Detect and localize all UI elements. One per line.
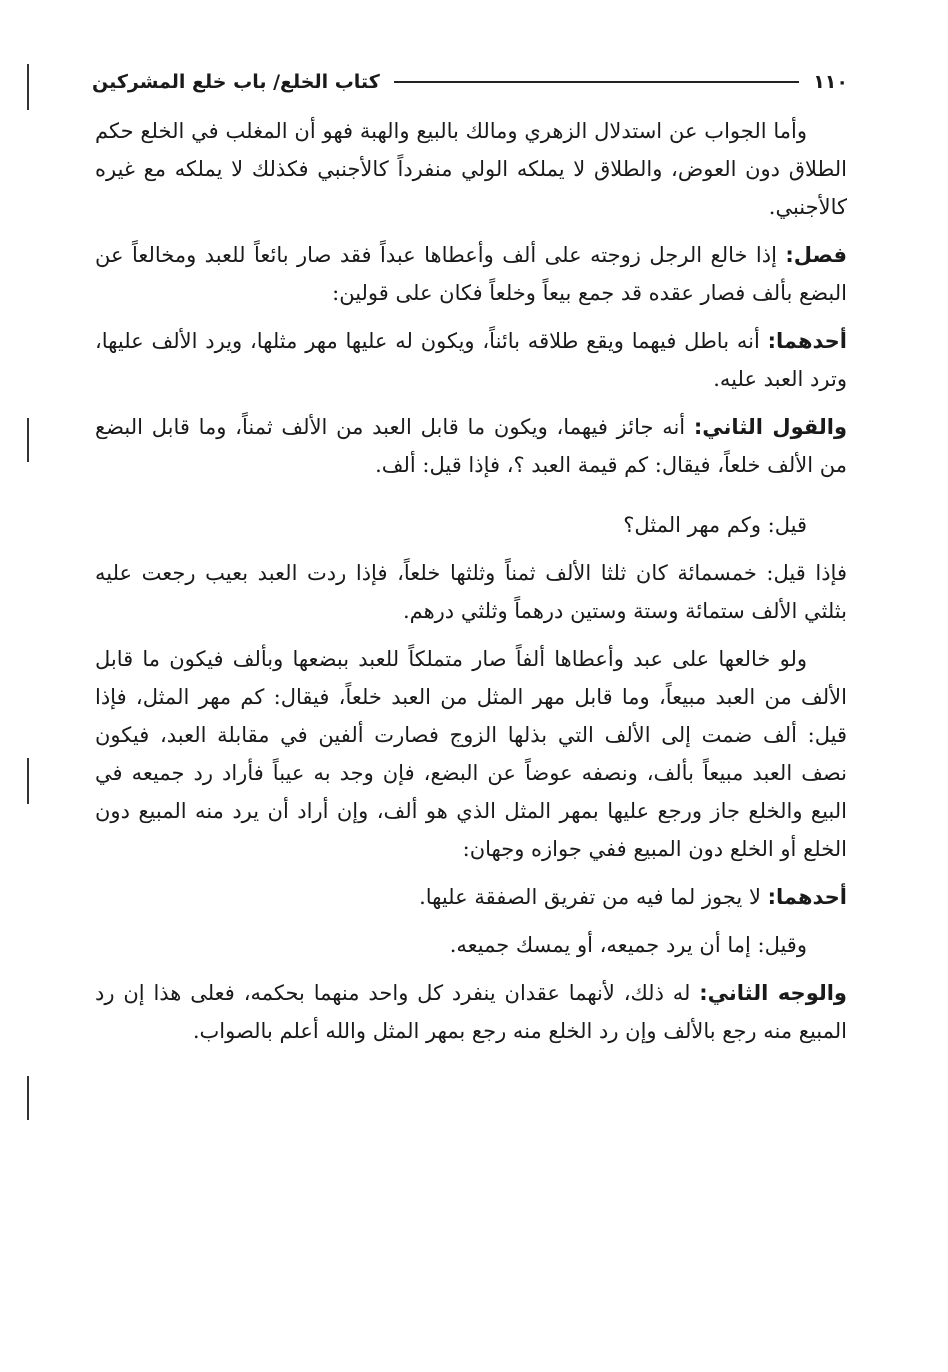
paragraph [95,926,847,964]
page-header [92,62,848,102]
paragraph [95,878,847,916]
paragraph [95,974,847,1050]
paragraph-text: قيل: وكم مهر المثل؟ [623,513,807,537]
running-title: كتاب الخلع/ باب خلع المشركين [92,71,380,93]
paragraph-text: له ذلك، لأنهما عقدان ينفرد كل واحد منهما بحكمه، فعلى هذا إن رد المبيع منه رجع بالألف وإن رد الخلع منه رجع بمهر المثل والله أعلم بالصواب. [95,981,847,1043]
paragraph [95,554,847,630]
paragraph-text: ولو خالعها على عبد وأعطاها ألفاً صار متملكاً للعبد ببضعها وبألف فيكون ما قابل الألف من العبد مبيعاً، وما قابل مهر المثل من العبد خلعاً، فيقال: كم مهر المثل، فإذا قيل: ألف ضمت إلى الألف التي بذلها الزوج فصارت ألفين في مقابلة العبد، فيكون نصف العبد مبيعاً بألف، ونصفه عوضاً عن البضع، فإن وجد به عيباً فأراد رد جميعه في البيع والخلع جاز ورجع عليها بمهر المثل الذي هو ألف، وإن أراد أن يرد منه المبيع دون الخلع أو الخلع دون المبيع ففي جوازه وجهان: [95,647,847,861]
paragraph [95,236,847,312]
paragraph-text: أنه باطل فيهما ويقع طلاقه بائناً، ويكون له عليها مهر مثلها، ويرد الألف عليها، وترد العبد عليه. [95,329,847,391]
paragraph [95,112,847,226]
paragraph [95,322,847,398]
page-number: ١١٠ [813,71,848,93]
paragraph [95,408,847,484]
margin-mark [27,64,29,110]
margin-mark [27,1076,29,1120]
paragraph-lead: أحدهما: [767,329,847,353]
header-rule [394,81,799,83]
margin-mark [27,418,29,462]
paragraph-lead: والقول الثاني: [693,415,848,439]
paragraph-text: إذا خالع الرجل زوجته على ألف وأعطاها عبداً فقد صار بائعاً للعبد ومخالعاً عن البضع بألف فصار عقده قد جمع بيعاً وخلعاً فكان على قولين: [95,243,847,305]
paragraph-lead: والوجه الثاني: [699,981,847,1005]
paragraph-lead: فصل: [785,243,847,267]
paragraph-lead: أحدهما: [767,885,847,909]
paragraph-text: لا يجوز لما فيه من تفريق الصفقة عليها. [419,885,768,909]
paragraph-text: وقيل: إما أن يرد جميعه، أو يمسك جميعه. [449,933,807,957]
paragraph-text: وأما الجواب عن استدلال الزهري ومالك بالبيع والهبة فهو أن المغلب في الخلع حكم الطلاق دون العوض، والطلاق لا يملكه الولي منفرداً كالأجنبي فكذلك لا يملكه مع غيره كالأجنبي. [95,119,847,219]
paragraph-text: أنه جائز فيهما، ويكون ما قابل العبد من الألف ثمناً، وما قابل البضع من الألف خلعاً، فيقال: كم قيمة العبد ؟، فإذا قيل: ألف. [95,415,847,477]
paragraph [95,506,847,544]
body-text [95,112,847,1060]
paragraph [95,640,847,868]
margin-mark [27,758,29,804]
paragraph-text: فإذا قيل: خمسمائة كان ثلثا الألف ثمناً وثلثها خلعاً، فإذا ردت العبد بعيب رجعت عليه بثلثي الألف ستمائة وستة وستين درهماً وثلثي درهم. [95,561,847,623]
